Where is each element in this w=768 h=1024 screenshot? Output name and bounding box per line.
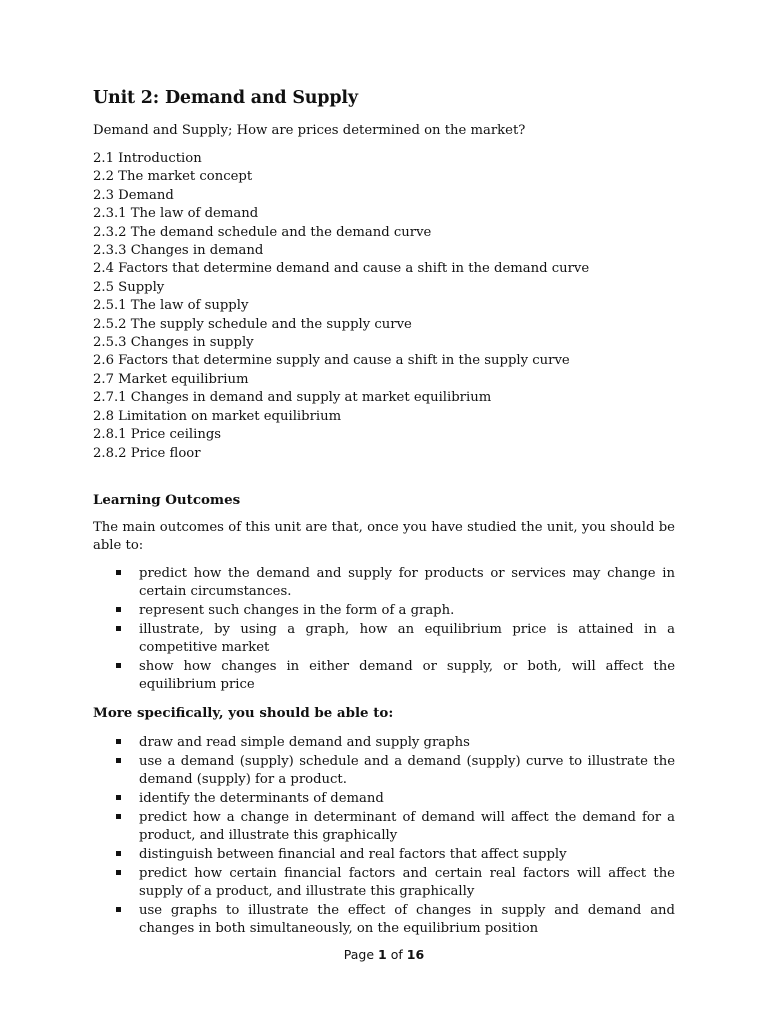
toc-item: 2.7 Market equilibrium [93,371,249,387]
list-item [93,658,675,695]
list-item [93,621,675,658]
list-item-text: draw and read simple demand and supply graphs [139,735,470,751]
toc-item: 2.1 Introduction [93,151,202,166]
list-item [93,846,675,864]
list-item-text: predict how certain financial factors and certain real factors will affect the supply of a product, and illustrate this graphically [139,865,675,900]
total-pages-number: 16 [406,947,425,962]
unit-subtitle: Demand and Supply; How are prices determined on the market? [93,123,526,138]
toc-item: 2.3 Demand [93,187,174,203]
square-bullet-icon [116,663,121,668]
square-bullet-icon [116,851,121,856]
toc-item: 2.8.1 Price ceilings [93,427,222,443]
toc-item: 2.8.2 Price floor [93,445,201,461]
list-item [93,809,675,846]
list-item [93,790,675,808]
square-bullet-icon [116,570,121,575]
more-specifically-list [93,734,675,938]
list-item [93,565,675,602]
toc-item: 2.5.2 The supply schedule and the supply curve [93,316,412,332]
document-page [93,86,675,949]
toc-item: 2.8 Limitation on market equilibrium [93,408,342,424]
list-item-text: predict how the demand and supply for products or services may change in certain circumstances. [139,565,675,600]
square-bullet-icon [116,907,121,912]
square-bullet-icon [116,739,121,744]
toc-item: 2.3.2 The demand schedule and the demand curve [93,224,432,240]
page-footer [0,947,768,962]
unit-title: Unit 2: Demand and Supply [93,88,358,108]
toc-item: 2.3.3 Changes in demand [93,243,264,259]
list-item-text: use a demand (supply) schedule and a demand (supply) curve to illustrate the demand (supply) for a product. [139,754,675,788]
square-bullet-icon [116,814,121,819]
of-label: of [390,947,403,962]
list-item-text: use graphs to illustrate the effect of changes in supply and demand and changes in both simultaneously, on the equilibrium position [139,902,675,937]
square-bullet-icon [116,758,121,763]
list-item [93,902,675,939]
more-specifically-heading: More specifically, you should be able to: [93,705,394,722]
list-item-text: distinguish between financial and real factors that affect supply [139,847,567,863]
list-item [93,753,675,790]
toc-item: 2.4 Factors that determine demand and cause a shift in the demand curve [93,261,590,277]
toc-item: 2.5.1 The law of supply [93,298,249,314]
list-item-text: identify the determinants of demand [139,791,384,807]
list-item [93,865,675,902]
square-bullet-icon [116,870,121,875]
learning-outcomes-list [93,565,675,695]
list-item-text: predict how a change in determinant of demand will affect the demand for a product, and illustrate this graphically [139,809,675,844]
toc-item: 2.7.1 Changes in demand and supply at market equilibrium [93,390,492,406]
toc-item: 2.3.1 The law of demand [93,206,259,222]
toc-item: 2.2 The market concept [93,169,253,185]
list-item-text: show how changes in either demand or supply, or both, will affect the equilibrium price [139,658,675,692]
table-of-contents [93,150,675,463]
list-item [93,602,675,620]
square-bullet-icon [116,626,121,631]
toc-item: 2.5.3 Changes in supply [93,335,254,351]
square-bullet-icon [116,607,121,612]
list-item [93,734,675,752]
list-item-text: illustrate, by using a graph, how an equilibrium price is attained in a competitive market [139,621,675,655]
learning-outcomes-intro: The main outcomes of this unit are that, once you have studied the unit, you should be able to: [93,519,675,554]
learning-outcomes-heading: Learning Outcomes [93,491,241,508]
page-label: Page [343,947,375,962]
current-page-number: 1 [378,947,387,962]
list-item-text: represent such changes in the form of a graph. [139,602,455,618]
toc-item: 2.5 Supply [93,279,165,295]
toc-item: 2.6 Factors that determine supply and cause a shift in the supply curve [93,353,570,369]
square-bullet-icon [116,795,121,800]
